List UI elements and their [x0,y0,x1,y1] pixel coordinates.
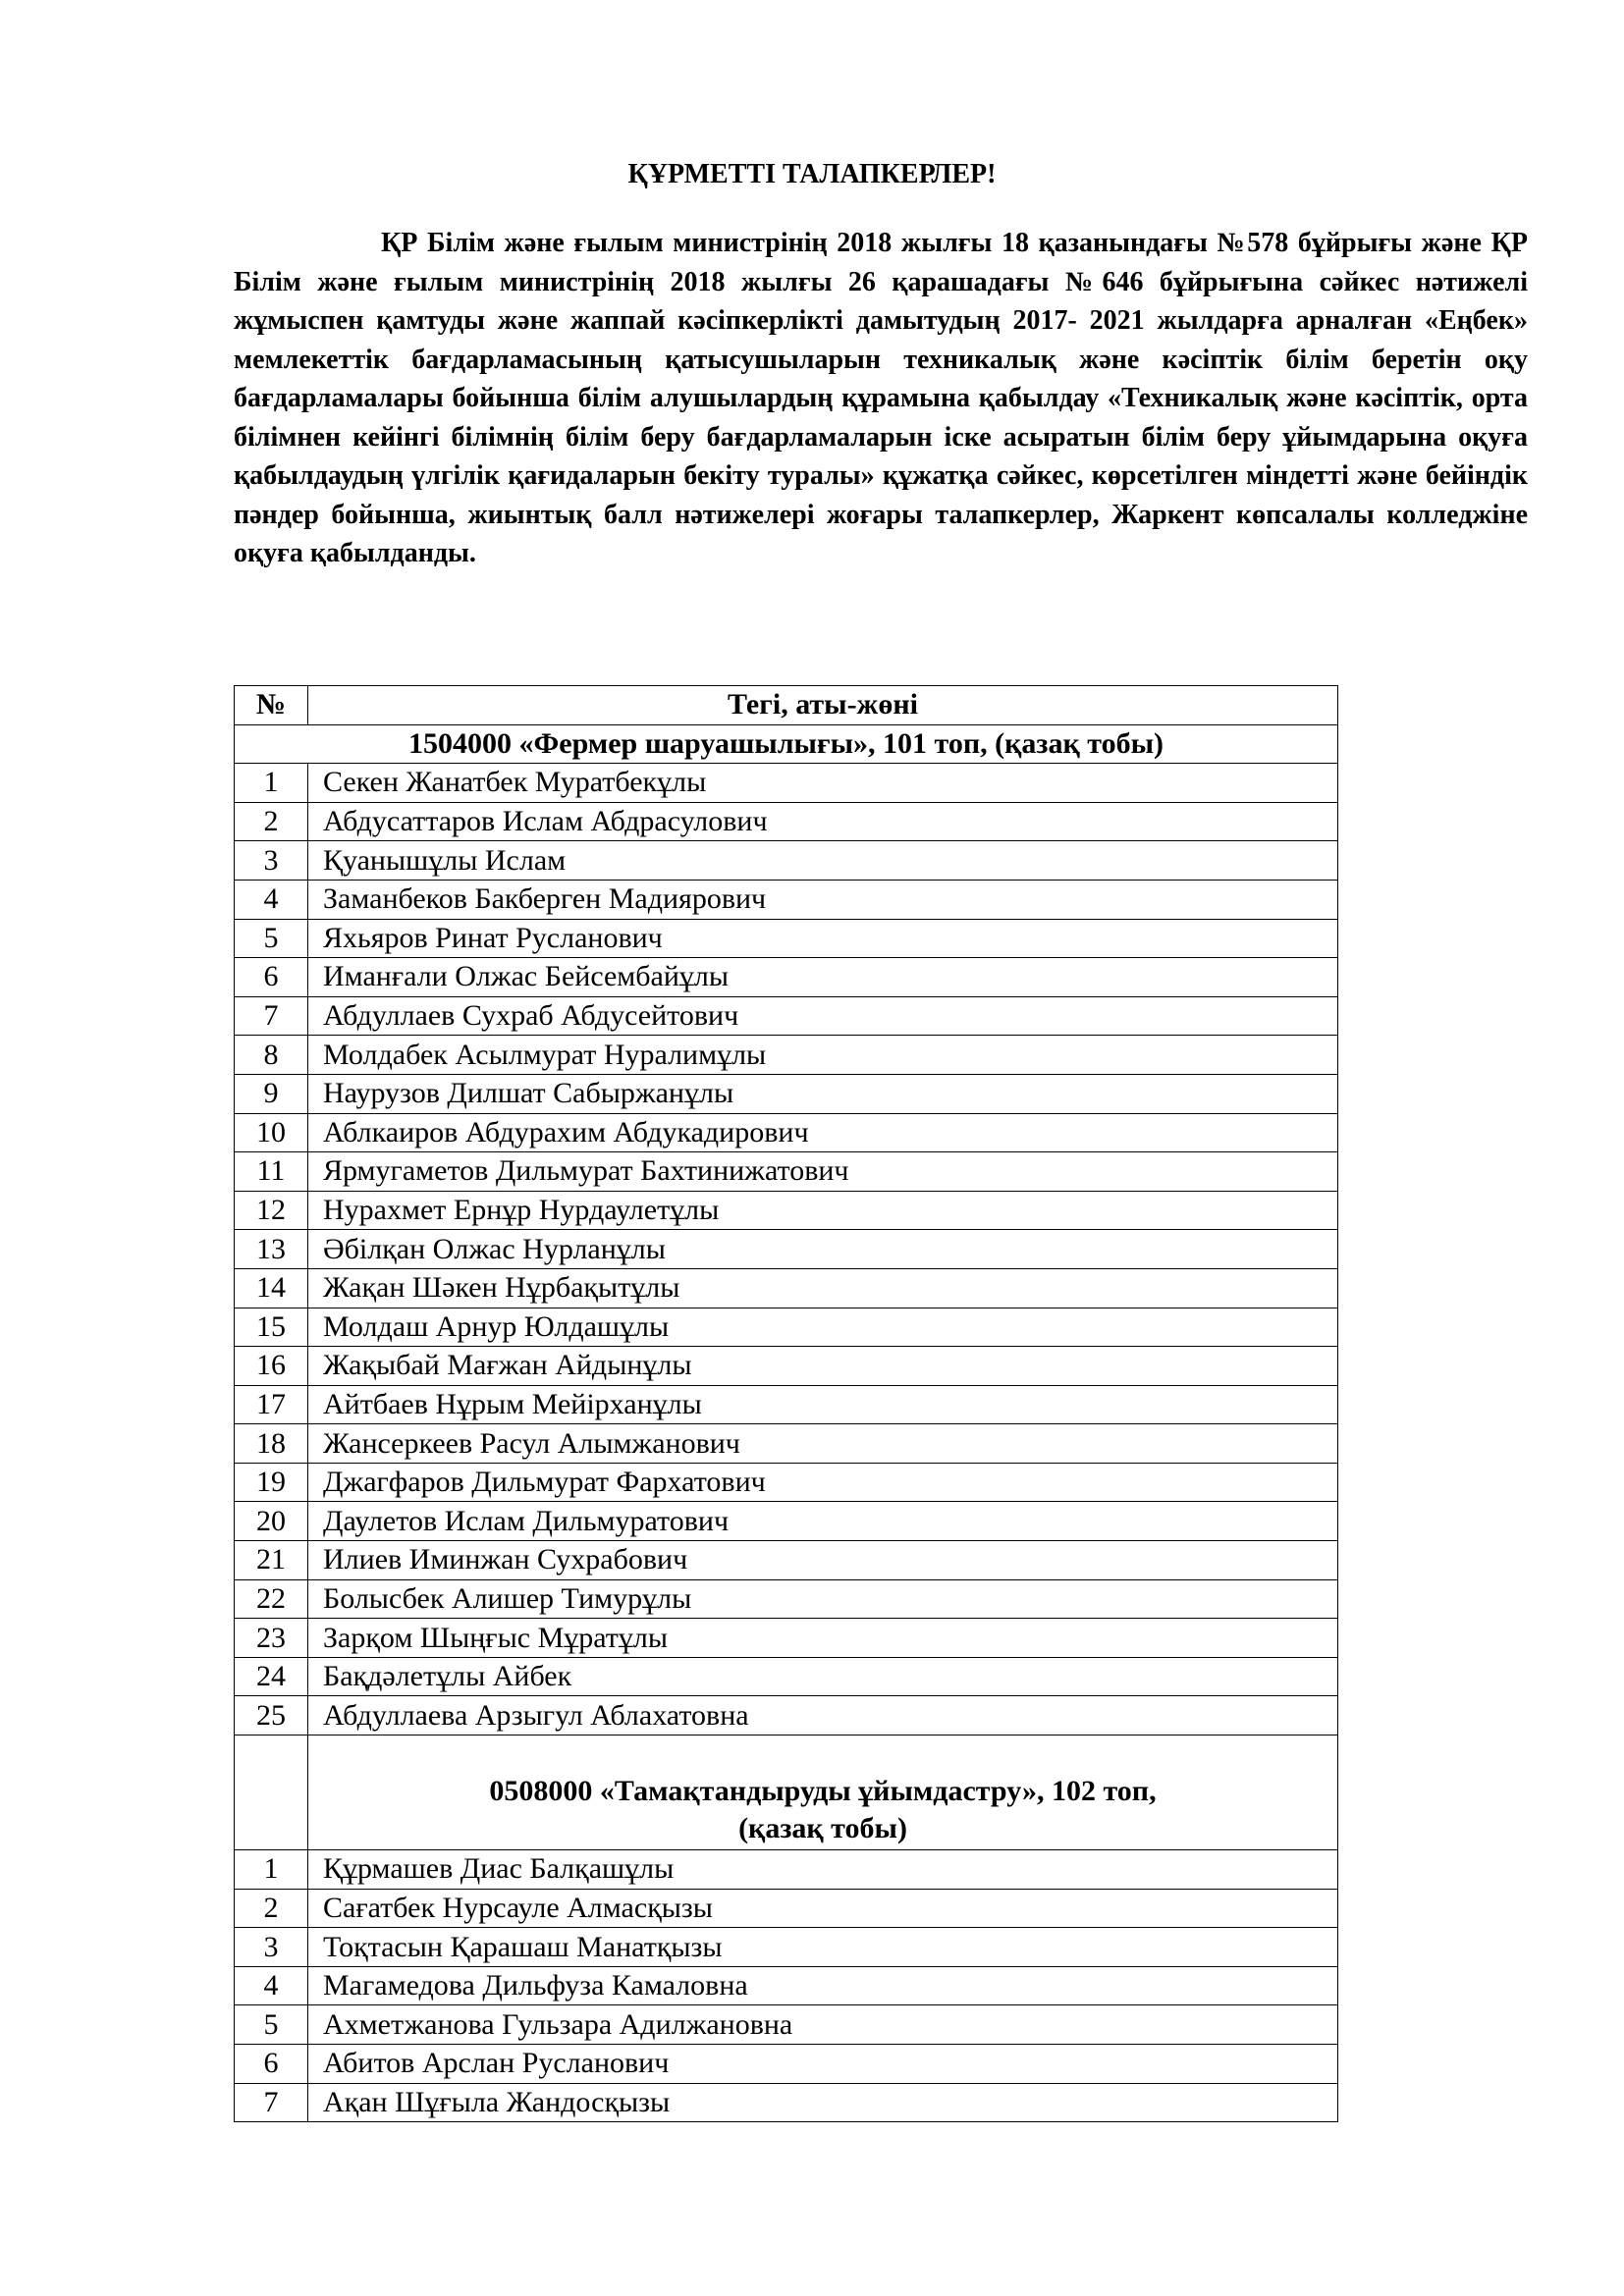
table-row [235,764,1338,803]
row-full-name: Илиев Иминжан Сухрабович [308,1541,1338,1580]
table-row [235,802,1338,841]
header-number: № [235,686,308,725]
row-full-name: Құрмашев Диас Балқашұлы [308,1850,1338,1890]
row-number: 22 [235,1579,308,1619]
table-row [235,1889,1338,1928]
table-row [235,1152,1338,1192]
admission-table [234,685,1338,2122]
table-header-row [235,686,1338,725]
row-full-name: Жақыбай Мағжан Айдынұлы [308,1347,1338,1386]
row-number: 23 [235,1619,308,1658]
row-number: 14 [235,1268,308,1308]
row-number: 12 [235,1191,308,1230]
group-2-title-line-1: 0508000 «Тамақтандыруды ұйымдастру», 102 топ, [489,1775,1157,1808]
row-number: 4 [235,880,308,919]
table-row [235,1424,1338,1464]
row-number: 6 [235,958,308,997]
row-full-name: Аблкаиров Абдурахим Абдукадирович [308,1113,1338,1152]
row-number: 20 [235,1502,308,1541]
row-full-name: Джагфаров Дильмурат Фархатович [308,1463,1338,1502]
row-full-name: Нурахмет Ернұр Нурдаулетұлы [308,1191,1338,1230]
row-full-name: Жақан Шәкен Нұрбақытұлы [308,1268,1338,1308]
table-row [235,880,1338,919]
table-row [235,1966,1338,2005]
table-row [235,841,1338,881]
row-number: 25 [235,1696,308,1735]
row-full-name: Иманғали Олжас Бейсембайұлы [308,958,1338,997]
table-row [235,1850,1338,1890]
row-full-name: Наурузов Дилшат Сабыржанұлы [308,1074,1338,1113]
row-full-name: Магамедова Дильфуза Камаловна [308,1966,1338,2005]
row-number: 17 [235,1385,308,1424]
table-row [235,1657,1338,1696]
row-number: 13 [235,1230,308,1269]
row-number: 21 [235,1541,308,1580]
row-number: 3 [235,1928,308,1967]
table-row [235,1268,1338,1308]
page-title: ҚҰРМЕТТІ ТАЛАПКЕРЛЕР! [627,159,997,189]
row-full-name: Сағатбек Нурсауле Алмасқызы [308,1889,1338,1928]
row-full-name: Әбілқан Олжас Нурланұлы [308,1230,1338,1269]
row-full-name: Абдусаттаров Ислам Абдрасулович [308,802,1338,841]
table-row [235,996,1338,1036]
table-row [235,1113,1338,1152]
row-number: 1 [235,764,308,803]
row-number: 7 [235,996,308,1036]
row-number: 9 [235,1074,308,1113]
row-full-name: Болысбек Алишер Тимурұлы [308,1579,1338,1619]
row-full-name: Молдаш Арнур Юлдашұлы [308,1308,1338,1347]
row-number: 18 [235,1424,308,1464]
table-row [235,1230,1338,1269]
group-2-title-line-2: (қазақ тобы) [738,1812,907,1845]
row-number: 19 [235,1463,308,1502]
row-number: 24 [235,1657,308,1696]
header-full-name: Тегі, аты-жөні [308,686,1338,725]
row-full-name: Айтбаев Нұрым Мейірханұлы [308,1385,1338,1424]
row-number: 2 [235,1889,308,1928]
row-number: 3 [235,841,308,881]
row-full-name: Қуанышұлы Ислам [308,841,1338,881]
table-row [235,1619,1338,1658]
table-row [235,958,1338,997]
row-number: 16 [235,1347,308,1386]
table-row [235,1696,1338,1735]
intro-paragraph: ҚР Білім және ғылым министрінің 2018 жылғы 18 қазанындағы №578 бұйрығы және ҚР Білім және ғылым министрінің 2018 жылғы 26 қарашадағы №646 бұйрығына сәйкес нәтижелі жұмыспен қамтуды және жаппай кәсіпкерлікті дамытудың 2017- 2021 жылдарға арналған «Еңбек» мемлекеттік бағдарламасының қатысушыларын техникалық және кәсіптік білім беретін оқу бағдарламалары бойынша білім алушылардың құрамына қабылдау «Техникалық және кәсіптік, орта білімнен кейінгі білімнің білім беру бағдарламаларын іске асыратын білім беру ұйымдарына оқуға қабылдаудың үлгілік қағидаларын бекіту туралы» құжатқа сәйкес, көрсетілген міндетті және бейіндік пәндер бойынша, жиынтық балл нәтижелері жоғары талапкерлер, Жаркент көпсалалы колледжіне оқуға қабылданды. [234,228,1528,568]
table-row [235,919,1338,958]
group-1-title: 1504000 «Фермер шаруашылығы», 101 топ, (қазақ тобы) [235,724,1338,764]
table-row [235,1541,1338,1580]
table-row [235,2005,1338,2045]
table-row [235,1036,1338,1075]
row-full-name: Заманбеков Бакберген Мадиярович [308,880,1338,919]
row-full-name: Яхьяров Ринат Русланович [308,919,1338,958]
row-number: 5 [235,2005,308,2045]
row-full-name: Абдуллаева Арзыгул Аблахатовна [308,1696,1338,1735]
row-number: 4 [235,1966,308,2005]
table-row [235,2083,1338,2122]
row-number: 7 [235,2083,308,2122]
table-row [235,1385,1338,1424]
table-row [235,1502,1338,1541]
table-row [235,1928,1338,1967]
table-row [235,1347,1338,1386]
row-number: 11 [235,1152,308,1192]
table-row [235,1191,1338,1230]
row-full-name: Абдуллаев Сухраб Абдусейтович [308,996,1338,1036]
row-full-name: Тоқтасын Қарашаш Манатқызы [308,1928,1338,1967]
row-full-name: Жансеркеев Расул Алымжанович [308,1424,1338,1464]
table-row [235,1579,1338,1619]
row-full-name: Ахметжанова Гульзара Адилжановна [308,2005,1338,2045]
row-full-name: Молдабек Асылмурат Нуралимұлы [308,1036,1338,1075]
table-row [235,1463,1338,1502]
group-2-title [308,1735,1338,1850]
row-full-name: Секен Жанатбек Муратбекұлы [308,764,1338,803]
table-row [235,1308,1338,1347]
row-full-name: Даулетов Ислам Дильмуратович [308,1502,1338,1541]
row-full-name: Зарқом Шыңғыс Мұратұлы [308,1619,1338,1658]
row-full-name: Ақан Шұғыла Жандосқызы [308,2083,1338,2122]
row-number: 6 [235,2045,308,2084]
row-number: 15 [235,1308,308,1347]
row-number: 8 [235,1036,308,1075]
row-number: 10 [235,1113,308,1152]
row-full-name: Абитов Арслан Русланович [308,2045,1338,2084]
row-number: 5 [235,919,308,958]
group-header-row [235,1735,1338,1850]
group-header-row [235,724,1338,764]
table-row [235,2045,1338,2084]
row-number: 2 [235,802,308,841]
table-row [235,1074,1338,1113]
row-number: 1 [235,1850,308,1890]
row-full-name: Ярмугаметов Дильмурат Бахтинижатович [308,1152,1338,1192]
row-full-name: Бақдәлетұлы Айбек [308,1657,1338,1696]
group-2-number-cell [235,1735,308,1850]
